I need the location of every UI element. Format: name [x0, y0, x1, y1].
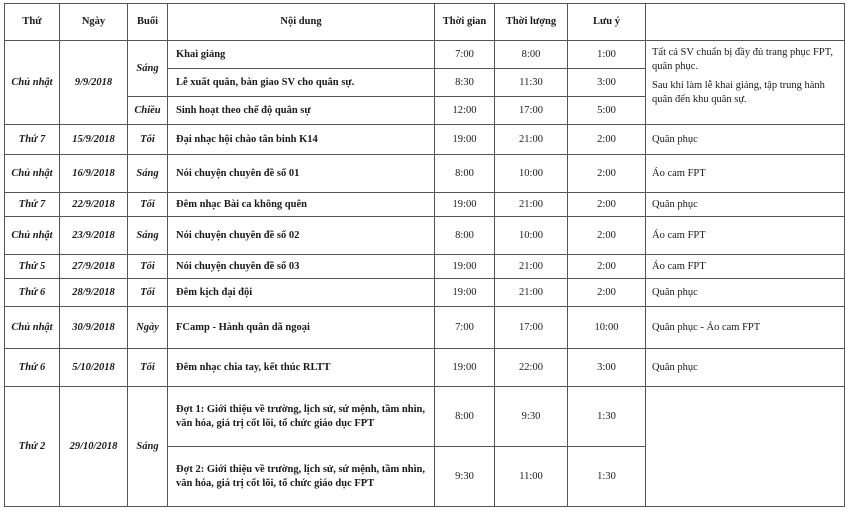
cell-thoi-gian: 7:00 [435, 307, 495, 349]
cell-noi-dung: Sinh hoạt theo chế độ quân sự [168, 97, 435, 125]
cell-ngay: 22/9/2018 [60, 193, 128, 217]
cell-noi-dung: Nói chuyện chuyên đề số 02 [168, 217, 435, 255]
cell-noi-dung: Đêm nhạc chia tay, kết thúc RLTT [168, 349, 435, 387]
cell-thoi-gian: 8:00 [435, 155, 495, 193]
cell-note: Quân phục [646, 193, 845, 217]
cell-luu-y: 3:00 [568, 69, 646, 97]
cell-thoi-luong: 17:00 [495, 97, 568, 125]
header-thoi-luong: Thời lượng [495, 4, 568, 41]
cell-noi-dung: Đêm nhạc Bài ca không quên [168, 193, 435, 217]
cell-thoi-luong: 21:00 [495, 279, 568, 307]
cell-buoi: Ngày [128, 307, 168, 349]
cell-thoi-gian: 8:30 [435, 69, 495, 97]
cell-luu-y: 3:00 [568, 349, 646, 387]
cell-thoi-luong: 11:30 [495, 69, 568, 97]
header-noi-dung: Nội dung [168, 4, 435, 41]
cell-buoi: Sáng [128, 41, 168, 97]
cell-ngay: 23/9/2018 [60, 217, 128, 255]
cell-thu: Thứ 6 [5, 349, 60, 387]
cell-luu-y: 2:00 [568, 193, 646, 217]
table-row [5, 349, 845, 387]
cell-buoi: Chiều [128, 97, 168, 125]
cell-note: Áo cam FPT [646, 217, 845, 255]
cell-ngay: 27/9/2018 [60, 255, 128, 279]
cell-thoi-gian: 8:00 [435, 387, 495, 447]
cell-noi-dung: Đại nhạc hội chào tân binh K14 [168, 125, 435, 155]
cell-thoi-gian: 12:00 [435, 97, 495, 125]
cell-thoi-luong: 17:00 [495, 307, 568, 349]
schedule-table [4, 3, 845, 507]
cell-thoi-gian: 19:00 [435, 349, 495, 387]
cell-thoi-luong: 21:00 [495, 255, 568, 279]
cell-ngay: 28/9/2018 [60, 279, 128, 307]
cell-noi-dung: Đêm kịch đại đội [168, 279, 435, 307]
cell-thoi-gian: 19:00 [435, 255, 495, 279]
table-row [5, 125, 845, 155]
note-paragraph: Sau khi làm lễ khai giảng, tập trung hành quân đến khu quân sự. [652, 80, 825, 105]
cell-note: Quân phục [646, 279, 845, 307]
cell-thu: Thứ 7 [5, 193, 60, 217]
cell-note: Áo cam FPT [646, 155, 845, 193]
cell-buoi: Tối [128, 125, 168, 155]
cell-note: Quân phục [646, 349, 845, 387]
note-paragraph: Tất cả SV chuẩn bị đầy đủ trang phục FPT, quân phục. [652, 47, 833, 72]
header-thoi-gian: Thời gian [435, 4, 495, 41]
header-extra [646, 4, 845, 41]
cell-luu-y: 5:00 [568, 97, 646, 125]
cell-buoi: Sáng [128, 387, 168, 507]
cell-luu-y: 1:30 [568, 387, 646, 447]
cell-thoi-gian: 7:00 [435, 41, 495, 69]
cell-luu-y: 10:00 [568, 307, 646, 349]
cell-noi-dung: Lễ xuất quân, bàn giao SV cho quân sự. [168, 69, 435, 97]
cell-buoi: Tối [128, 279, 168, 307]
table-row [5, 307, 845, 349]
cell-ngay: 5/10/2018 [60, 349, 128, 387]
cell-thoi-luong: 10:00 [495, 155, 568, 193]
cell-thoi-luong: 8:00 [495, 41, 568, 69]
cell-thoi-gian: 8:00 [435, 217, 495, 255]
table-row [5, 193, 845, 217]
cell-buoi: Sáng [128, 155, 168, 193]
cell-ngay: 16/9/2018 [60, 155, 128, 193]
table-row [5, 255, 845, 279]
cell-buoi: Sáng [128, 217, 168, 255]
header-row [5, 4, 845, 41]
cell-thoi-luong: 22:00 [495, 349, 568, 387]
cell-thu: Thứ 5 [5, 255, 60, 279]
cell-noi-dung: Nói chuyện chuyên đề số 03 [168, 255, 435, 279]
cell-luu-y: 2:00 [568, 217, 646, 255]
cell-ngay: 9/9/2018 [60, 41, 128, 125]
cell-noi-dung: FCamp - Hành quân dã ngoại [168, 307, 435, 349]
cell-thu: Chủ nhật [5, 307, 60, 349]
header-ngay: Ngày [60, 4, 128, 41]
header-buoi: Buổi [128, 4, 168, 41]
cell-thu: Thứ 2 [5, 387, 60, 507]
cell-thoi-luong: 10:00 [495, 217, 568, 255]
cell-thoi-luong: 11:00 [495, 447, 568, 507]
table-row [5, 217, 845, 255]
cell-note: Quân phục - Áo cam FPT [646, 307, 845, 349]
cell-ngay: 30/9/2018 [60, 307, 128, 349]
cell-note: Quân phục [646, 125, 845, 155]
cell-thu: Thứ 7 [5, 125, 60, 155]
cell-note: Áo cam FPT [646, 255, 845, 279]
cell-ngay: 29/10/2018 [60, 387, 128, 507]
cell-luu-y: 2:00 [568, 255, 646, 279]
cell-noi-dung: Đợt 1: Giới thiệu về trường, lịch sử, sứ mệnh, tầm nhìn, văn hóa, giá trị cốt lõi, tổ chức giáo dục FPT [168, 387, 435, 447]
cell-luu-y: 2:00 [568, 279, 646, 307]
table-row [5, 279, 845, 307]
cell-noi-dung: Đợt 2: Giới thiệu về trường, lịch sử, sứ mệnh, tầm nhìn, văn hóa, giá trị cốt lõi, tổ chức giáo dục FPT [168, 447, 435, 507]
header-thu: Thứ [5, 4, 60, 41]
cell-luu-y: 1:30 [568, 447, 646, 507]
cell-thu: Chủ nhật [5, 155, 60, 193]
cell-thoi-luong: 21:00 [495, 193, 568, 217]
cell-buoi: Tối [128, 193, 168, 217]
cell-thoi-gian: 19:00 [435, 193, 495, 217]
table-row [5, 155, 845, 193]
cell-buoi: Tối [128, 255, 168, 279]
cell-thu: Chủ nhật [5, 217, 60, 255]
header-luu-y: Lưu ý [568, 4, 646, 41]
cell-thoi-gian: 19:00 [435, 279, 495, 307]
cell-note [646, 41, 845, 125]
table-row [5, 387, 845, 447]
cell-buoi: Tối [128, 349, 168, 387]
cell-luu-y: 2:00 [568, 155, 646, 193]
cell-thoi-gian: 19:00 [435, 125, 495, 155]
cell-note [646, 387, 845, 507]
cell-noi-dung: Khai giảng [168, 41, 435, 69]
cell-thoi-gian: 9:30 [435, 447, 495, 507]
cell-thoi-luong: 9:30 [495, 387, 568, 447]
cell-thoi-luong: 21:00 [495, 125, 568, 155]
cell-thu: Thứ 6 [5, 279, 60, 307]
cell-thu: Chủ nhật [5, 41, 60, 125]
table-row [5, 41, 845, 69]
cell-ngay: 15/9/2018 [60, 125, 128, 155]
cell-noi-dung: Nói chuyện chuyên đề số 01 [168, 155, 435, 193]
cell-luu-y: 2:00 [568, 125, 646, 155]
cell-luu-y: 1:00 [568, 41, 646, 69]
